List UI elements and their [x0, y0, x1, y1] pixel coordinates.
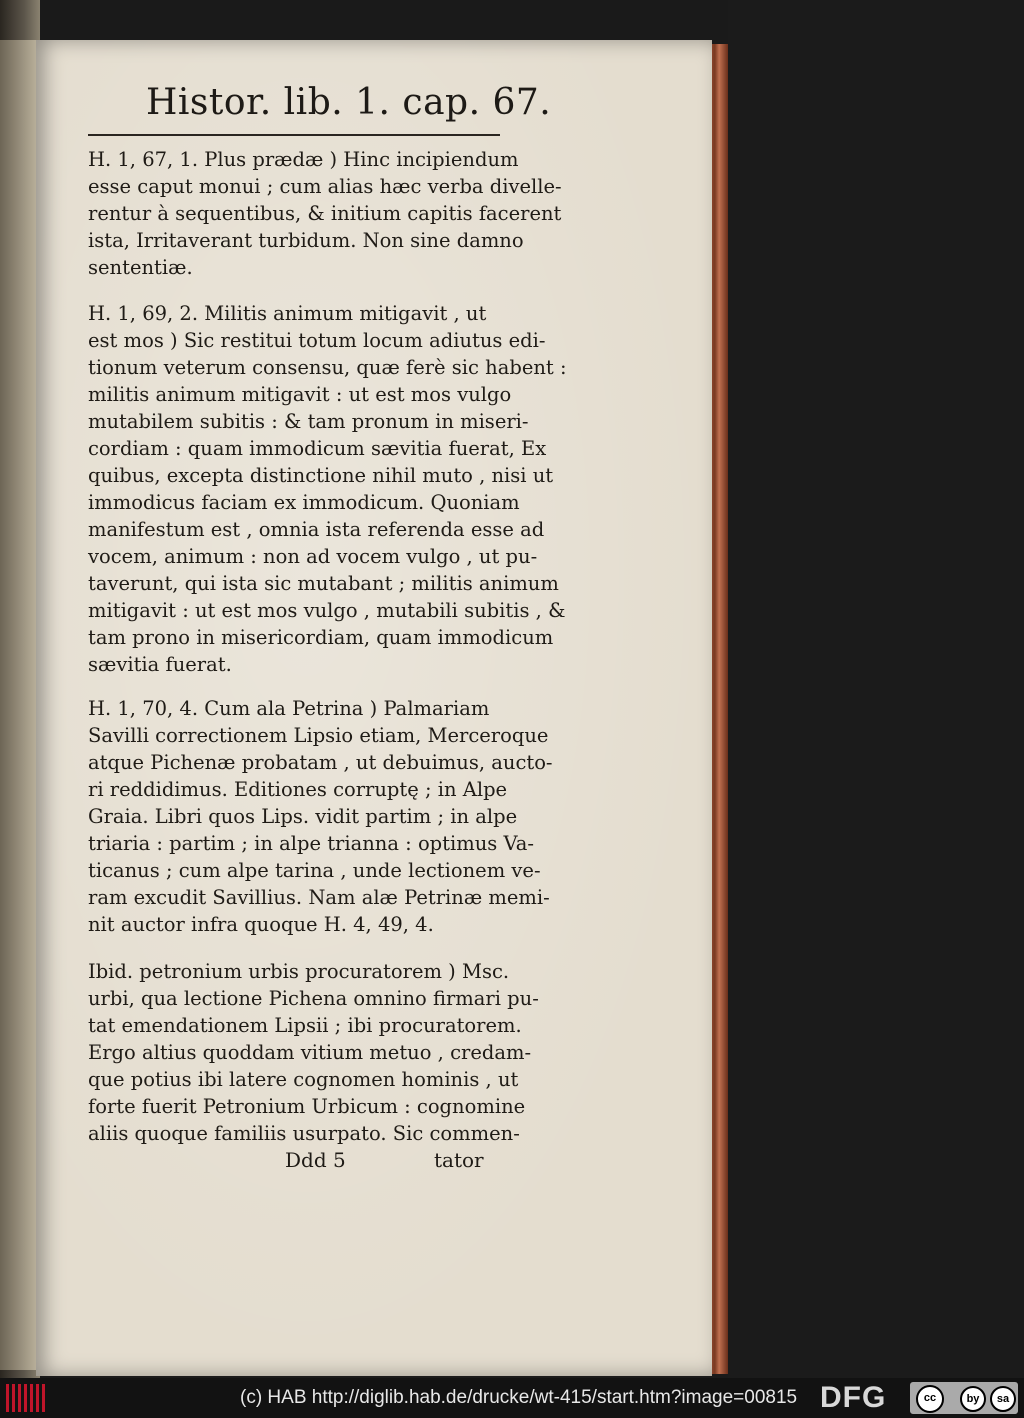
text-line: H. 1, 67, 1. Plus prædæ ) Hinc incipiendum [88, 148, 519, 171]
text-line: tat emendationem Lipsii ; ibi procuratorem. [88, 1014, 522, 1037]
running-head: Histor. lib. 1. cap. 67. [146, 82, 552, 123]
signature-mark: Ddd 5 [285, 1148, 346, 1172]
text-line: sævitia fuerat. [88, 653, 232, 676]
text-line: est mos ) Sic restitui totum locum adiutus edi- [88, 329, 546, 352]
cc-license-badge[interactable] [910, 1382, 1018, 1414]
text-line: vocem, animum : non ad vocem vulgo , ut pu- [88, 545, 538, 568]
text-line: cordiam : quam immodicum sævitia fuerat, Ex [88, 437, 547, 460]
text-line: quibus, excepta distinctione nihil muto , nisi ut [88, 464, 554, 487]
text-line: tionum veterum consensu, quæ ferè sic habent : [88, 356, 567, 379]
credit-link[interactable]: (c) HAB http://diglib.hab.de/drucke/wt-415/start.htm?image=00815 [240, 1387, 798, 1408]
text-line: ticanus ; cum alpe tarina , unde lectionem ve- [88, 859, 541, 882]
text-line: militis animum mitigavit : ut est mos vulgo [88, 383, 512, 406]
catchword: tator [434, 1148, 484, 1172]
paragraph [88, 300, 567, 678]
text-line: manifestum est , omnia ista referenda esse ad [88, 518, 545, 541]
text-line: mitigavit : ut est mos vulgo , mutabili subitis , & [88, 599, 566, 622]
text-line: tam prono in misericordiam, quam immodicum [88, 626, 554, 649]
text-line: ista, Irritaverant turbidum. Non sine damno [88, 229, 524, 252]
text-line: nit auctor infra quoque H. 4, 49, 4. [88, 913, 434, 936]
text-line: ram excudit Savillius. Nam alæ Petrinæ memi- [88, 886, 550, 909]
text-line: Ergo altius quoddam vitium metuo , credam- [88, 1041, 532, 1064]
header-rule [88, 134, 500, 136]
paragraph [88, 958, 539, 1147]
by-icon: by [960, 1386, 986, 1412]
text-line: que potius ibi latere cognomen hominis , ut [88, 1068, 519, 1091]
sa-icon: sa [990, 1386, 1016, 1412]
text-line: H. 1, 70, 4. Cum ala Petrina ) Palmariam [88, 697, 490, 720]
facing-page-edge [0, 40, 36, 1370]
text-line: forte fuerit Petronium Urbicum : cognomine [88, 1095, 526, 1118]
text-line: H. 1, 69, 2. Militis animum mitigavit , ut [88, 302, 487, 325]
text-line: immodicus faciam ex immodicum. Quoniam [88, 491, 520, 514]
text-line: taverunt, qui ista sic mutabant ; militis animum [88, 572, 559, 595]
text-line: aliis quoque familiis usurpato. Sic commen- [88, 1122, 520, 1145]
dfg-logo[interactable]: DFG [820, 1381, 887, 1414]
text-line: Ibid. petronium urbis procuratorem ) Msc. [88, 960, 510, 983]
cc-icon: cc [916, 1385, 944, 1413]
text-line: mutabilem subitis : & tam pronum in miseri- [88, 410, 529, 433]
text-line: ri reddidimus. Editiones corruptę ; in Alpe [88, 778, 508, 801]
text-line: Graia. Libri quos Lips. vidit partim ; in alpe [88, 805, 518, 828]
text-line: atque Pichenæ probatam , ut debuimus, aucto- [88, 751, 553, 774]
paragraph [88, 146, 562, 281]
text-line: Savilli correctionem Lipsio etiam, Merceroque [88, 724, 549, 747]
text-line: rentur à sequentibus, & initium capitis facerent [88, 202, 562, 225]
footer-bar [0, 1378, 1024, 1418]
text-line: urbi, qua lectione Pichena omnino firmari pu- [88, 987, 539, 1010]
background-right [728, 0, 1024, 1378]
paragraph [88, 695, 553, 938]
text-line: sententiæ. [88, 256, 193, 279]
ruler-icon [6, 1384, 48, 1412]
text-line: triaria : partim ; in alpe trianna : optimus Va- [88, 832, 534, 855]
text-line: esse caput monui ; cum alias hæc verba divelle- [88, 175, 562, 198]
